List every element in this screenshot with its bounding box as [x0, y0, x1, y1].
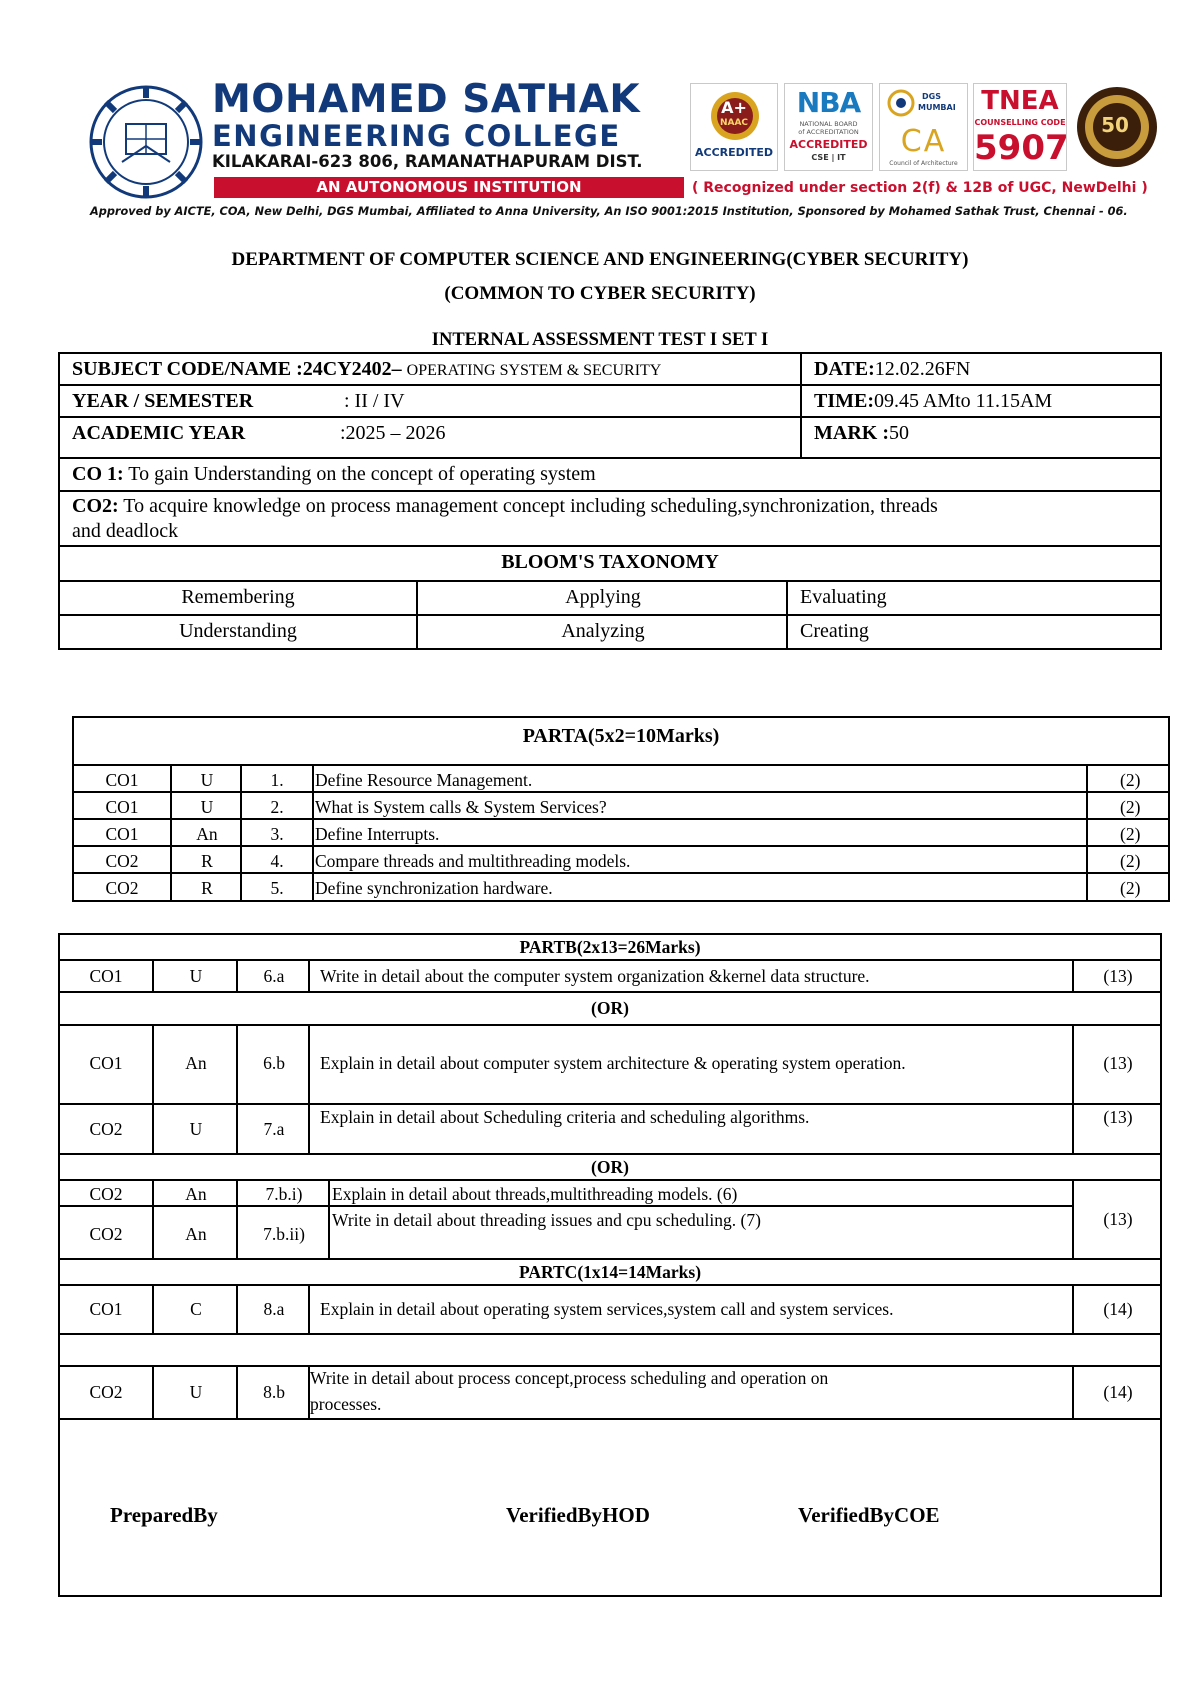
question-number: 3. — [270, 824, 284, 844]
co-cell: CO2 — [105, 878, 139, 898]
co-cell: CO1 — [89, 1299, 123, 1319]
nba-accredited: ACCREDITED — [789, 138, 868, 151]
co-cell: CO2 — [105, 851, 139, 871]
time-field — [814, 389, 1052, 413]
level-cell: An — [185, 1184, 207, 1204]
nba-dept: CSE | IT — [811, 153, 846, 162]
question-number: 8.a — [263, 1299, 285, 1319]
mark-label: MARK : — [814, 422, 889, 444]
co2-label: CO2: — [72, 495, 119, 517]
question-text: Compare threads and multithreading models. — [315, 851, 631, 871]
marks-cell: (13) — [1103, 966, 1133, 986]
co-cell: CO2 — [89, 1382, 123, 1402]
question-text-line2: processes. — [310, 1394, 382, 1414]
level-cell: R — [201, 878, 213, 898]
nba-line1: NATIONAL BOARD — [799, 120, 858, 128]
question-text: Explain in detail about computer system architecture & operating system operation. — [320, 1053, 906, 1073]
marks-cell: (13) — [1103, 1209, 1133, 1229]
co1-text: To gain Understanding on the concept of operating system — [123, 463, 596, 485]
subject-dash: – — [391, 358, 407, 380]
bloom-remembering: Remembering — [181, 586, 295, 608]
level-cell: An — [196, 824, 218, 844]
date-label: DATE: — [814, 358, 875, 380]
co-cell: CO2 — [89, 1119, 123, 1139]
naac-accredited: ACCREDITED — [694, 146, 773, 159]
subject-label: SUBJECT CODE/NAME : — [72, 358, 303, 380]
naac-label: NAAC — [719, 118, 749, 128]
dgs-city: MUMBAI — [918, 103, 956, 112]
dgs-coa-badge — [879, 83, 968, 171]
part-b-title: PARTB(2x13=26Marks) — [519, 937, 701, 957]
bloom-creating: Creating — [800, 620, 869, 642]
bloom-applying: Applying — [565, 586, 641, 608]
common-title: (COMMON TO CYBER SECURITY) — [444, 283, 756, 304]
college-address: KILAKARAI-623 806, RAMANATHAPURAM DIST. — [212, 152, 643, 171]
level-cell: An — [185, 1053, 207, 1073]
part-c-title: PARTC(1x14=14Marks) — [518, 1262, 702, 1282]
nba-badge — [784, 83, 873, 171]
co1-row — [72, 462, 596, 486]
question-number: 6.b — [263, 1053, 285, 1073]
question-number: 1. — [270, 770, 284, 790]
question-text: Write in detail about threading issues and cpu scheduling. (7) — [332, 1210, 761, 1230]
subject-code: 24CY2402 — [302, 358, 392, 380]
question-text: Define Resource Management. — [315, 770, 533, 790]
level-cell: C — [190, 1299, 202, 1319]
golden-jubilee-badge — [1071, 83, 1159, 171]
question-text: Explain in detail about operating system services,system call and system services. — [320, 1299, 894, 1319]
tnea-caption: COUNSELLING CODE — [974, 118, 1066, 127]
question-number: 4. — [270, 851, 284, 871]
part-a-title: PARTA(5x2=10Marks) — [522, 725, 720, 747]
question-text: Explain in detail about Scheduling criteria and scheduling algorithms. — [320, 1107, 810, 1127]
bloom-analyzing: Analyzing — [561, 620, 645, 642]
or-separator: (OR) — [591, 998, 629, 1018]
co-cell: CO2 — [89, 1224, 123, 1244]
tnea-code: 5907 — [974, 128, 1069, 168]
level-cell: An — [185, 1224, 207, 1244]
question-text: Explain in detail about threads,multithreading models. (6) — [332, 1184, 738, 1204]
question-number: 2. — [270, 797, 284, 817]
marks-cell: (13) — [1103, 1053, 1133, 1073]
question-number: 5. — [270, 878, 284, 898]
question-number: 7.b.i) — [265, 1184, 303, 1204]
co-cell: CO1 — [105, 797, 139, 817]
level-cell: U — [200, 797, 214, 817]
mark-field — [814, 421, 909, 445]
time-value: 09.45 AMto 11.15AM — [874, 390, 1053, 412]
tnea-badge — [973, 83, 1067, 171]
academic-label: ACADEMIC YEAR — [72, 422, 246, 444]
autonomous-banner: AN AUTONOMOUS INSTITUTION — [214, 177, 684, 198]
question-text-line1: Write in detail about process concept,process scheduling and operation on — [310, 1368, 829, 1388]
dgs-label: DGS — [922, 92, 941, 101]
bloom-title: BLOOM'S TAXONOMY — [501, 551, 719, 573]
question-number: 8.b — [263, 1382, 285, 1402]
question-text: What is System calls & System Services? — [315, 797, 607, 817]
date-field — [814, 357, 970, 381]
level-cell: U — [200, 770, 214, 790]
level-cell: U — [189, 1119, 203, 1139]
date-value: 12.02.26FN — [874, 358, 971, 380]
co-cell: CO2 — [89, 1184, 123, 1204]
tnea-label: TNEA — [981, 86, 1059, 116]
co2-text-line1: To acquire knowledge on process management concept including scheduling,synchronization, threads — [118, 495, 938, 517]
marks-cell: (2) — [1120, 824, 1141, 844]
dgs-emblem-icon — [886, 88, 916, 118]
marks-cell: (2) — [1120, 797, 1141, 817]
coa-caption: Council of Architecture — [889, 160, 958, 167]
co-cell: CO1 — [89, 1053, 123, 1073]
question-number: 7.b.ii) — [263, 1224, 305, 1244]
marks-cell: (2) — [1120, 851, 1141, 871]
marks-cell: (2) — [1120, 878, 1141, 898]
naac-grade: A+ — [721, 98, 747, 117]
level-cell: U — [189, 966, 203, 986]
question-number: 7.a — [263, 1119, 285, 1139]
college-emblem-icon — [88, 84, 204, 200]
marks-cell: (13) — [1103, 1107, 1133, 1127]
co-cell: CO1 — [105, 824, 139, 844]
bloom-understanding: Understanding — [179, 620, 297, 642]
question-number: 6.a — [263, 966, 285, 986]
approval-line: Approved by AICTE, COA, New Delhi, DGS Mumbai, Affiliated to Anna University, An ISO 9001:2015 Institution, Sponsored by Mohamed Sathak Trust, Chennai - 06. — [90, 205, 1128, 218]
test-title: INTERNAL ASSESSMENT TEST I SET I — [431, 330, 769, 350]
co-cell: CO1 — [89, 966, 123, 986]
ugc-recognition: ( Recognized under section 2(f) & 12B of UGC, NewDelhi ) — [692, 180, 1148, 196]
verified-by-hod: VerifiedByHOD — [506, 1503, 650, 1527]
co2-text-line2: and deadlock — [72, 520, 179, 542]
or-separator: (OR) — [591, 1157, 629, 1177]
college-subtitle: ENGINEERING COLLEGE — [212, 119, 621, 153]
co-cell: CO1 — [105, 770, 139, 790]
naac-badge — [690, 83, 778, 171]
verified-by-coe: VerifiedByCOE — [798, 1503, 940, 1527]
question-text: Write in detail about the computer system organization &kernel data structure. — [320, 966, 870, 986]
academic-value: :2025 – 2026 — [340, 422, 446, 444]
co1-label: CO 1: — [72, 463, 124, 485]
prepared-by: PreparedBy — [110, 1503, 218, 1527]
bloom-evaluating: Evaluating — [800, 586, 887, 608]
year-value: : II / IV — [344, 390, 405, 412]
marks-cell: (14) — [1103, 1382, 1133, 1402]
subject-name: OPERATING SYSTEM & SECURITY — [406, 362, 662, 379]
level-cell: R — [201, 851, 213, 871]
marks-cell: (14) — [1103, 1299, 1133, 1319]
marks-cell: (2) — [1120, 770, 1141, 790]
co2-row — [72, 494, 938, 518]
question-text: Define synchronization hardware. — [315, 878, 553, 898]
jubilee-years: 50 — [1101, 113, 1129, 137]
question-text: Define Interrupts. — [315, 824, 440, 844]
mark-value: 50 — [888, 422, 909, 444]
time-label: TIME: — [814, 390, 874, 412]
nba-logo: NBA — [796, 86, 861, 119]
college-name: MOHAMED SATHAK — [212, 77, 641, 122]
nba-line2: of ACCREDITATION — [798, 128, 859, 136]
level-cell: U — [189, 1382, 203, 1402]
subject-row — [72, 357, 661, 383]
year-label: YEAR / SEMESTER — [72, 390, 254, 412]
coa-logo: CA — [900, 124, 947, 159]
department-title: DEPARTMENT OF COMPUTER SCIENCE AND ENGINEERING(CYBER SECURITY) — [231, 249, 969, 270]
